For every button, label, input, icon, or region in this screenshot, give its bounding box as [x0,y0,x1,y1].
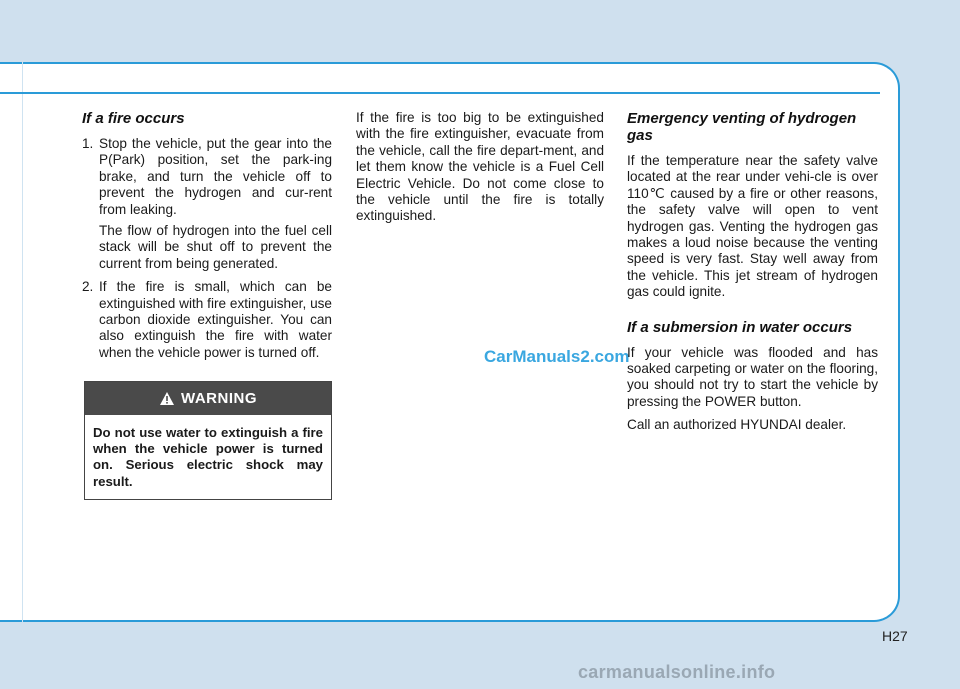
list-item-number: 2. [82,279,94,295]
column-2 [356,110,604,232]
list-item [82,279,332,361]
section-heading-submersion: If a submersion in water occurs [627,318,853,336]
warning-header [85,382,331,415]
page-margin-line [22,62,23,622]
venting-paragraph: If the temperature near the safety valve located at the rear under vehi-cle is over 110℃ caused by a fire or other reasons, the safety valve will open to vent hydrogen gas. Venting the hydrogen gas makes a loud noise because the venting speed is very fast. Stay well away from the vehicle. This jet stream of hydrogen gas could ignite. [627,153,878,300]
footer-site-watermark: carmanualsonline.info [578,662,776,682]
page-number: H27 [882,628,908,644]
submersion-paragraph: If your vehicle was flooded and has soaked carpeting or water on the flooring, you should not try to start the vehicle by pressing the POWER button. [627,344,878,409]
warning-triangle-icon [159,391,175,406]
list-item-text: If the fire is small, which can be extinguished with fire extinguisher, use carbon dioxide extinguisher. You can also extinguish the fire with water when the vehicle power is turned off. [99,279,332,360]
evacuate-paragraph: If the fire is too big to be extinguished with the fire extinguisher, evacuate from the vehicle, call the fire depart-ment, and let them know the vehicle is a Fuel Cell Electric Vehicle. Do not come close to the vehicle until the fire is totally extinguished. [356,110,604,224]
list-item-number: 1. [82,136,94,151]
header-rule [0,92,880,94]
list-item [82,136,332,272]
dealer-paragraph: Call an authorized HYUNDAI dealer. [627,417,847,433]
list-item-note: The flow of hydrogen into the fuel cell stack will be shut off to prevent the current from being generated. [99,223,332,271]
column-1 [82,110,332,368]
section-heading-venting: Emergency venting of hydrogen gas [627,110,857,144]
warning-box [84,381,332,500]
list-item-text: Stop the vehicle, put the gear into the P(Park) position, set the park-ing brake, and turn the vehicle off to prevent the hydrogen and cur-rent from leaking. [99,136,332,217]
warning-text: Do not use water to extinguish a fire when the vehicle power is turned on. Serious electric shock may result. [93,425,323,489]
section-heading-fire: If a fire occurs [82,110,185,127]
warning-title: WARNING [181,390,257,407]
fire-steps-list [82,136,332,361]
watermark: CarManuals2.com [484,347,630,366]
column-3 [627,110,878,441]
